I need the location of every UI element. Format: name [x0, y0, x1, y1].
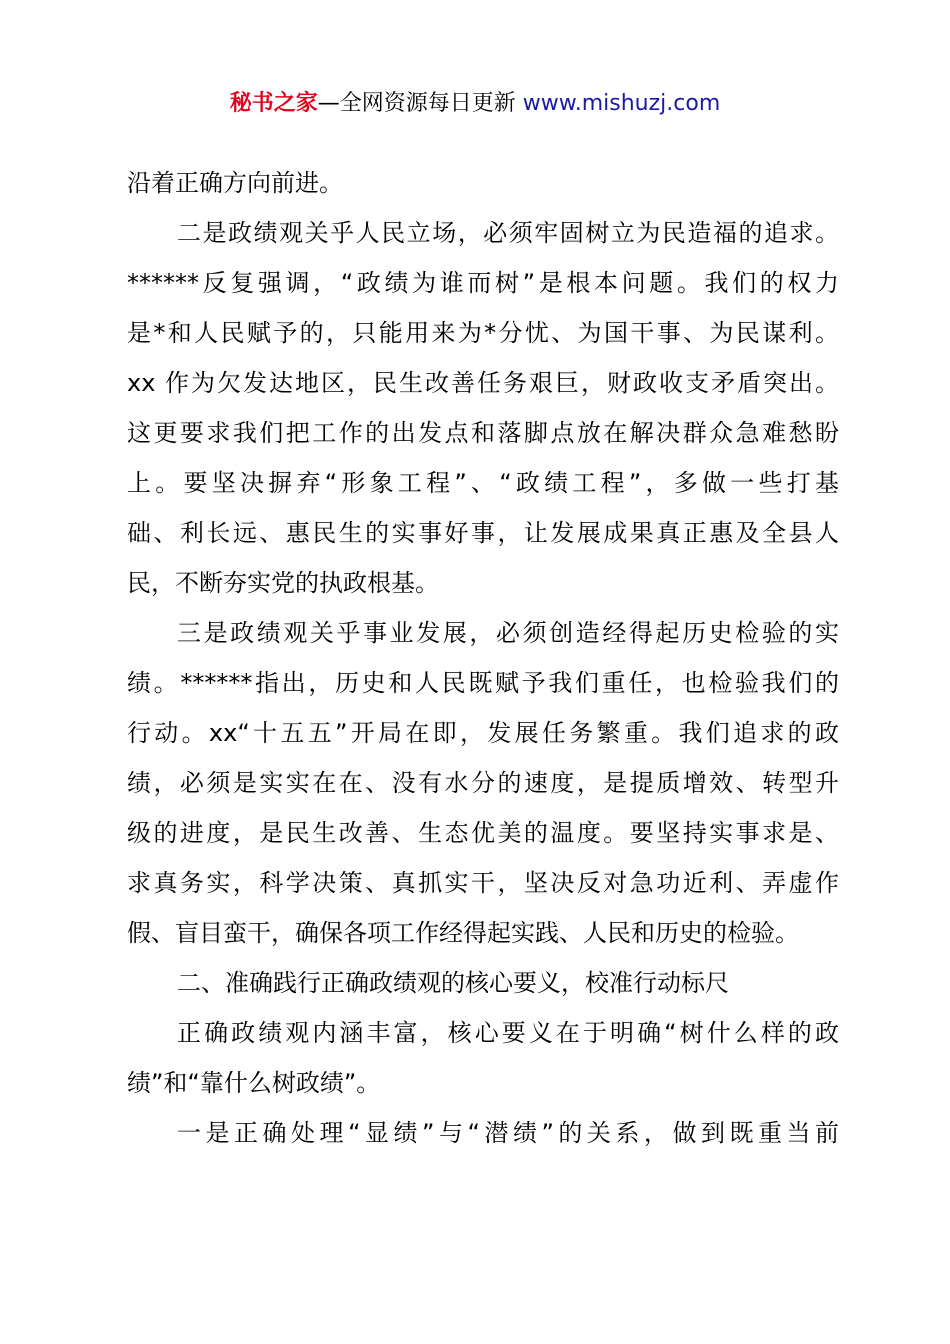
- text-line: 绩，必须是实实在在、没有水分的速度，是提质增效、转型升: [127, 769, 839, 797]
- text-line: 上。要坚决摒弃“形象工程”、“政绩工程”，多做一些打基: [127, 469, 839, 497]
- text-line: 三是政绩观关乎事业发展，必须创造经得起历史检验的实: [177, 619, 839, 647]
- text-line: 假、盲目蛮干，确保各项工作经得起实践、人民和历史的检验。: [127, 919, 799, 947]
- text-line: 这更要求我们把工作的出发点和落脚点放在解决群众急难愁盼: [127, 419, 839, 447]
- text-line: 级的进度，是民生改善、生态优美的温度。要坚持实事求是、: [127, 819, 839, 847]
- text-line: 是*和人民赋予的，只能用来为*分忧、为国干事、为民谋利。: [127, 319, 839, 347]
- text-line: 绩。******指出，历史和人民既赋予我们重任，也检验我们的: [127, 669, 839, 697]
- text-line: 一是正确处理“显绩”与“潜绩”的关系，做到既重当前: [177, 1119, 839, 1147]
- document-body: [127, 158, 839, 1158]
- text-line: 绩”和“靠什么树政绩”。: [127, 1069, 381, 1097]
- text-line: 二是政绩观关乎人民立场，必须牢固树立为民造福的追求。: [177, 219, 839, 247]
- text-line: 沿着正确方向前进。: [127, 169, 343, 197]
- text-line: 行动。xx“十五五”开局在即，发展任务繁重。我们追求的政: [127, 719, 839, 747]
- text-line: ******反复强调，“政绩为谁而树”是根本问题。我们的权力: [127, 269, 839, 297]
- site-tagline: —全网资源每日更新: [317, 91, 523, 116]
- text-line: 民，不断夯实党的执政根基。: [127, 569, 439, 597]
- site-url-link[interactable]: www.mishuzj.com: [522, 91, 721, 116]
- site-brand: 秘书之家: [229, 91, 318, 116]
- section-heading: 二、准确践行正确政绩观的核心要义，校准行动标尺: [177, 969, 729, 997]
- text-line: 础、利长远、惠民生的实事好事，让发展成果真正惠及全县人: [127, 519, 839, 547]
- text-line: 正确政绩观内涵丰富，核心要义在于明确“树什么样的政: [177, 1019, 839, 1047]
- site-header: [0, 88, 950, 120]
- text-line: 求真务实，科学决策、真抓实干，坚决反对急功近利、弄虚作: [127, 869, 839, 897]
- text-line: xx 作为欠发达地区，民生改善任务艰巨，财政收支矛盾突出。: [127, 369, 839, 397]
